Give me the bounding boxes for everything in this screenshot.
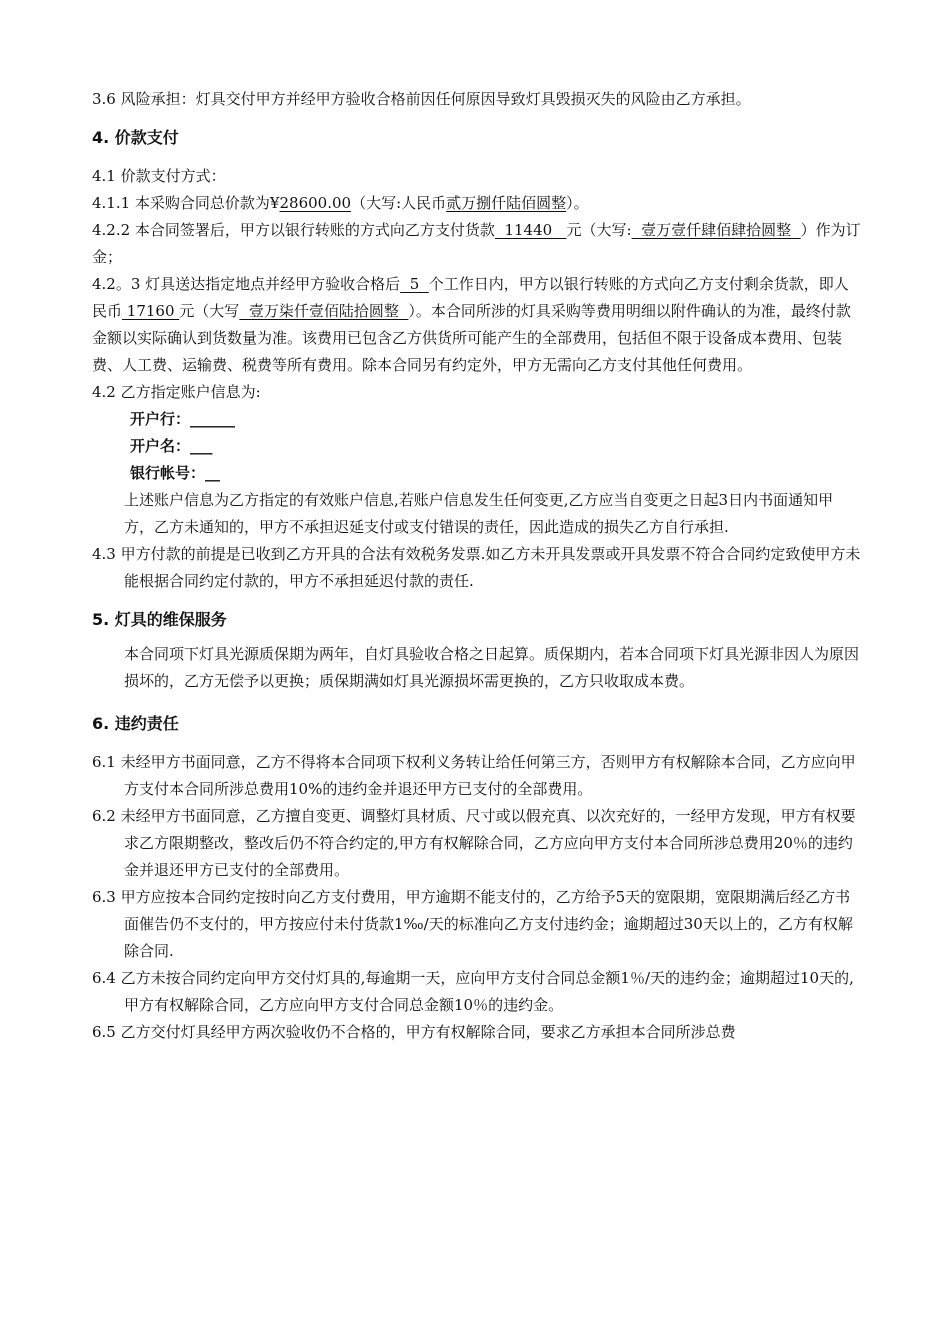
section-heading-6: 6. 违约责任 xyxy=(92,714,179,733)
clause-text: 元（大写: xyxy=(566,221,632,239)
clause-text: 4.2。3 灯具送达指定地点并经甲方验收合格后 xyxy=(92,275,401,293)
clause-3-6 xyxy=(92,86,862,113)
clause-text: ）作为订金； xyxy=(92,221,861,266)
account-number: 银行帐号：__ xyxy=(130,464,221,482)
clause-6-2: 6.2 未经甲方书面同意，乙方擅自变更、调整灯具材质、尺寸或以假充真、以次充好的，一经甲方发现，甲方有权要求乙方限期整改，整改后仍不符合约定的,甲方有权解除合同，乙方应向甲方支付本合同所涉总费用20％的违约金并退还甲方已支付的全部费用。 xyxy=(92,807,856,879)
balance-amount-upper: 壹万柒仟壹佰陆拾圆整 xyxy=(239,302,409,320)
clause-6-4: 6.4 乙方未按合同约定向甲方交付灯具的,每逾期一天，应向甲方支付合同总金额1％/天的违约金；逾期超过10天的,甲方有权解除合同，乙方应向甲方支付合同总金额10％的违约金。 xyxy=(92,969,854,1014)
clause-text: 4.2.2 本合同签署后，甲方以银行转账的方式向乙方支付货款 xyxy=(92,221,495,239)
clause-text: 元（大写 xyxy=(179,302,240,320)
clause-4-2-2 xyxy=(92,217,862,271)
clause-4-1-title: 4.1 价款支付方式： xyxy=(92,167,226,185)
clause-4-3: 4.3 甲方付款的前提是已收到乙方开具的合法有效税务发票.如乙方未开具发票或开具发票不符合合同约定致使甲方未能根据合同约定付款的，甲方不承担延迟付款的责任. xyxy=(92,545,861,590)
clause-number: 3.6 xyxy=(92,90,116,108)
total-amount: 28600.00 xyxy=(279,194,352,212)
section-heading-4: 4. 价款支付 xyxy=(92,128,179,147)
clause-text: （大写:人民币 xyxy=(351,194,447,212)
deposit-amount-upper: 壹万壹仟肆佰肆拾圆整 xyxy=(631,221,801,239)
clause-text: ）。 xyxy=(566,194,589,212)
clause-4-2-3 xyxy=(92,271,862,379)
clause-4-1-1 xyxy=(92,190,862,217)
section-heading-5: 5. 灯具的维保服务 xyxy=(92,610,227,629)
deposit-amount: 11440 xyxy=(494,221,567,239)
clause-6-1: 6.1 未经甲方书面同意，乙方不得将本合同项下权利义务转让给任何第三方，否则甲方有权解除本合同，乙方应向甲方支付本合同所涉总费用10%的违约金并退还甲方已支付的全部费用。 xyxy=(92,753,856,798)
working-days: 5 xyxy=(400,275,429,293)
clause-4-2-title: 4.2 乙方指定账户信息为: xyxy=(92,383,261,401)
clause-text: 4.1.1 本采购合同总价款为¥ xyxy=(92,194,280,212)
clause-6-3: 6.3 甲方应按本合同约定按时向乙方支付费用，甲方逾期不能支付的，乙方给予5天的宽限期，宽限期满后经乙方书面催告仍不支付的，甲方按应付未付货款1‰/天的标准向乙方支付违约金；逾期超过30天以上的，乙方有权解除合同. xyxy=(92,888,853,960)
clause-text: 个工作日内，甲方以银行转账的方式向乙方支付剩余货款，即人民币 xyxy=(92,275,849,320)
clause-text: 风险承担：灯具交付甲方并经甲方验收合格前因任何原因导致灯具毁损灭失的风险由乙方承担。 xyxy=(115,90,751,108)
total-amount-upper: 贰万捌仟陆佰圆整 xyxy=(446,194,567,212)
account-note: 上述账户信息为乙方指定的有效账户信息,若账户信息发生任何变更,乙方应当自变更之日起3日内书面通知甲方，乙方未通知的，甲方不承担迟延支付或支付错误的责任，因此造成的损失乙方自行承担. xyxy=(124,491,834,536)
contract-page xyxy=(92,86,862,1046)
account-bank: 开户行：______ xyxy=(130,410,236,428)
account-name: 开户名：___ xyxy=(130,437,213,455)
clause-text: ）。本合同所涉的灯具采购等费用明细以附件确认的为准，最终付款金额以实际确认到货数量为准。该费用已包含乙方供货所可能产生的全部费用，包括但不限于设备成本费用、包装费、人工费、运输费、税费等所有费用。除本合同另有约定外，甲方无需向乙方支付其他任何费用。 xyxy=(92,302,851,374)
clause-6-5: 6.5 乙方交付灯具经甲方两次验收仍不合格的，甲方有权解除合同，要求乙方承担本合同所涉总费 xyxy=(92,1023,736,1041)
clause-5: 本合同项下灯具光源质保期为两年，自灯具验收合格之日起算。质保期内，若本合同项下灯具光源非因人为原因损坏的，乙方无偿予以更换；质保期满如灯具光源损坏需更换的，乙方只收取成本费。 xyxy=(124,645,860,690)
balance-amount: 17160 xyxy=(122,302,180,320)
